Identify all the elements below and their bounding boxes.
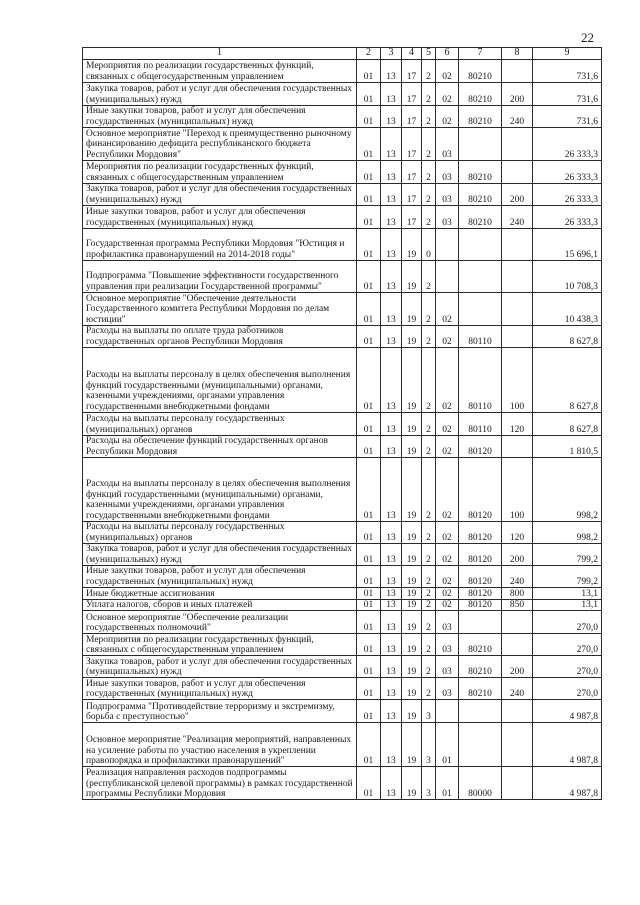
code-program-cell: 19 — [402, 634, 422, 656]
code-event-cell: 02 — [436, 600, 459, 611]
amount-cell: 4 987,8 — [533, 700, 602, 723]
code-event-cell: 02 — [436, 522, 459, 544]
item-name-cell: Расходы на выплаты персоналу государственных (муниципальных) органов — [83, 413, 357, 436]
item-name-cell: Расходы на выплаты персоналу в целях обеспечения выполнения функций государственными (муниципальными) органами, казенными учреждениями, органами управления государственными внебюджетными фондами — [83, 348, 357, 413]
code-subprogram-cell: 2 — [422, 184, 436, 206]
code-expense-type-cell — [502, 229, 533, 261]
item-name-cell: Иные закупки товаров, работ и услуг для обеспечения государственных (муниципальных) нужд — [83, 206, 357, 229]
code-section-cell: 01 — [357, 611, 381, 634]
code-expense-type-cell: 100 — [502, 348, 533, 413]
code-direction-cell: 80110 — [459, 326, 502, 348]
amount-cell: 799,2 — [533, 544, 602, 566]
item-name-cell: Закупка товаров, работ и услуг для обеспечения государственных (муниципальных) нужд — [83, 544, 357, 566]
code-program-cell: 19 — [402, 522, 422, 544]
code-event-cell: 01 — [436, 767, 459, 800]
table-row — [83, 656, 602, 678]
table-row — [83, 184, 602, 206]
code-section-cell: 01 — [357, 184, 381, 206]
code-direction-cell: 80210 — [459, 83, 502, 106]
code-section-cell: 01 — [357, 522, 381, 544]
code-subprogram-cell: 2 — [422, 678, 436, 700]
amount-cell: 4 987,8 — [533, 767, 602, 800]
item-name-cell: Расходы на выплаты персоналу государственных (муниципальных) органов — [83, 522, 357, 544]
amount-cell: 26 333,3 — [533, 206, 602, 229]
code-subsection-cell: 13 — [381, 229, 402, 261]
code-subsection-cell: 13 — [381, 436, 402, 458]
code-subsection-cell: 13 — [381, 522, 402, 544]
code-direction-cell: 80210 — [459, 184, 502, 206]
code-direction-cell: 80210 — [459, 656, 502, 678]
item-name-cell: Иные закупки товаров, работ и услуг для обеспечения государственных (муниципальных) нужд — [83, 566, 357, 588]
table-row — [83, 600, 602, 611]
code-section-cell: 01 — [357, 767, 381, 800]
code-expense-type-cell — [502, 634, 533, 656]
item-name-cell: Закупка товаров, работ и услуг для обеспечения государственных (муниципальных) нужд — [83, 656, 357, 678]
item-name-cell: Реализация направления расходов подпрограммы (республиканской целевой программы) в рамках государственной программы Республики Мордовия — [83, 767, 357, 800]
code-subsection-cell: 13 — [381, 206, 402, 229]
column-header: 5 — [422, 48, 436, 60]
code-subsection-cell: 13 — [381, 348, 402, 413]
amount-cell: 270,0 — [533, 634, 602, 656]
amount-cell: 270,0 — [533, 611, 602, 634]
code-subprogram-cell: 2 — [422, 161, 436, 184]
item-name-cell: Основное мероприятие "Обеспечение реализации государственных полномочий" — [83, 611, 357, 634]
item-name-cell: Мероприятия по реализации государственных функций, связанных с общегосударственным управлением — [83, 60, 357, 83]
code-expense-type-cell — [502, 326, 533, 348]
code-expense-type-cell — [502, 436, 533, 458]
code-event-cell: 02 — [436, 326, 459, 348]
code-event-cell: 03 — [436, 128, 459, 161]
code-direction-cell — [459, 293, 502, 326]
code-event-cell: 02 — [436, 436, 459, 458]
column-header: 9 — [533, 48, 602, 60]
code-subprogram-cell: 2 — [422, 128, 436, 161]
table-row — [83, 436, 602, 458]
code-subsection-cell: 13 — [381, 634, 402, 656]
code-section-cell: 01 — [357, 161, 381, 184]
code-subsection-cell: 13 — [381, 723, 402, 767]
code-direction-cell — [459, 723, 502, 767]
code-direction-cell: 80210 — [459, 206, 502, 229]
code-subprogram-cell: 2 — [422, 293, 436, 326]
table-row — [83, 611, 602, 634]
code-subprogram-cell: 2 — [422, 544, 436, 566]
code-section-cell: 01 — [357, 83, 381, 106]
code-expense-type-cell: 120 — [502, 522, 533, 544]
amount-cell: 270,0 — [533, 656, 602, 678]
code-section-cell: 01 — [357, 106, 381, 128]
amount-cell: 10 708,3 — [533, 261, 602, 293]
table-row — [83, 522, 602, 544]
code-section-cell: 01 — [357, 60, 381, 83]
code-program-cell: 19 — [402, 229, 422, 261]
code-program-cell: 19 — [402, 413, 422, 436]
code-program-cell: 19 — [402, 458, 422, 522]
table-row — [83, 634, 602, 656]
item-name-cell: Закупка товаров, работ и услуг для обеспечения государственных (муниципальных) нужд — [83, 184, 357, 206]
item-name-cell: Уплата налогов, сборов и иных платежей — [83, 600, 357, 611]
code-program-cell: 19 — [402, 436, 422, 458]
code-program-cell: 19 — [402, 588, 422, 600]
item-name-cell: Расходы на выплаты по оплате труда работников государственных органов Республики Мордовия — [83, 326, 357, 348]
item-name-cell: Расходы на выплаты персоналу в целях обеспечения выполнения функций государственными (муниципальными) органами, казенными учреждениями, органами управления государственными внебюджетными фондами — [83, 458, 357, 522]
item-name-cell: Мероприятия по реализации государственных функций, связанных с общегосударственным управлением — [83, 161, 357, 184]
code-expense-type-cell — [502, 161, 533, 184]
table-row — [83, 229, 602, 261]
code-section-cell: 01 — [357, 544, 381, 566]
code-section-cell: 01 — [357, 634, 381, 656]
code-event-cell: 02 — [436, 544, 459, 566]
table-row — [83, 106, 602, 128]
code-section-cell: 01 — [357, 261, 381, 293]
code-subprogram-cell: 2 — [422, 348, 436, 413]
code-direction-cell: 80000 — [459, 767, 502, 800]
code-subprogram-cell: 2 — [422, 656, 436, 678]
code-subprogram-cell: 2 — [422, 600, 436, 611]
code-event-cell: 02 — [436, 60, 459, 83]
code-event-cell: 02 — [436, 83, 459, 106]
code-subsection-cell: 13 — [381, 588, 402, 600]
code-event-cell: 01 — [436, 723, 459, 767]
code-direction-cell: 80210 — [459, 678, 502, 700]
code-expense-type-cell — [502, 611, 533, 634]
code-section-cell: 01 — [357, 128, 381, 161]
code-subprogram-cell: 0 — [422, 229, 436, 261]
code-direction-cell: 80210 — [459, 161, 502, 184]
code-subprogram-cell: 2 — [422, 522, 436, 544]
code-direction-cell: 80120 — [459, 588, 502, 600]
code-section-cell: 01 — [357, 600, 381, 611]
item-name-cell: Подпрограмма "Повышение эффективности государственного управления при реализации Государственной программы" — [83, 261, 357, 293]
code-subprogram-cell: 2 — [422, 326, 436, 348]
code-direction-cell: 80210 — [459, 634, 502, 656]
code-program-cell: 19 — [402, 544, 422, 566]
code-expense-type-cell: 240 — [502, 206, 533, 229]
amount-cell: 8 627,8 — [533, 326, 602, 348]
amount-cell: 8 627,8 — [533, 348, 602, 413]
code-expense-type-cell — [502, 60, 533, 83]
code-subprogram-cell: 3 — [422, 723, 436, 767]
table-row — [83, 128, 602, 161]
code-subprogram-cell: 2 — [422, 206, 436, 229]
code-direction-cell: 80120 — [459, 436, 502, 458]
code-expense-type-cell: 200 — [502, 83, 533, 106]
code-direction-cell: 80120 — [459, 600, 502, 611]
item-name-cell: Основное мероприятие "Переход к преимущественно рыночному финансированию дефицита республиканского бюджета Республики Мордовия" — [83, 128, 357, 161]
column-header: 8 — [502, 48, 533, 60]
code-direction-cell: 80120 — [459, 522, 502, 544]
code-subsection-cell: 13 — [381, 544, 402, 566]
code-program-cell: 19 — [402, 678, 422, 700]
code-direction-cell — [459, 229, 502, 261]
amount-cell: 799,2 — [533, 566, 602, 588]
code-section-cell: 01 — [357, 348, 381, 413]
code-subsection-cell: 13 — [381, 161, 402, 184]
table-row — [83, 566, 602, 588]
code-subsection-cell: 13 — [381, 678, 402, 700]
column-header: 4 — [402, 48, 422, 60]
code-expense-type-cell — [502, 293, 533, 326]
table-row — [83, 678, 602, 700]
code-subprogram-cell: 2 — [422, 611, 436, 634]
page-number: 22 — [581, 30, 594, 45]
code-event-cell: 02 — [436, 348, 459, 413]
column-header: 3 — [381, 48, 402, 60]
code-subprogram-cell: 3 — [422, 700, 436, 723]
code-program-cell: 19 — [402, 293, 422, 326]
code-event-cell: 02 — [436, 458, 459, 522]
code-program-cell: 19 — [402, 767, 422, 800]
item-name-cell: Иные закупки товаров, работ и услуг для обеспечения государственных (муниципальных) нужд — [83, 106, 357, 128]
code-expense-type-cell — [502, 128, 533, 161]
code-subprogram-cell: 2 — [422, 106, 436, 128]
table-body — [83, 60, 602, 800]
code-subsection-cell: 13 — [381, 326, 402, 348]
code-expense-type-cell: 200 — [502, 184, 533, 206]
code-event-cell: 02 — [436, 106, 459, 128]
code-program-cell: 19 — [402, 261, 422, 293]
amount-cell: 26 333,3 — [533, 161, 602, 184]
code-subsection-cell: 13 — [381, 656, 402, 678]
code-program-cell: 17 — [402, 184, 422, 206]
code-direction-cell — [459, 128, 502, 161]
code-section-cell: 01 — [357, 413, 381, 436]
item-name-cell: Основное мероприятие "Обеспечение деятельности Государственного комитета Республики Мордовия по делам юстиции" — [83, 293, 357, 326]
table-row — [83, 767, 602, 800]
table-row — [83, 326, 602, 348]
item-name-cell: Расходы на обеспечение функций государственных органов Республики Мордовия — [83, 436, 357, 458]
code-program-cell: 17 — [402, 83, 422, 106]
code-program-cell: 19 — [402, 600, 422, 611]
code-event-cell: 02 — [436, 293, 459, 326]
budget-table — [82, 47, 602, 800]
code-event-cell — [436, 261, 459, 293]
code-expense-type-cell — [502, 767, 533, 800]
table-row — [83, 544, 602, 566]
amount-cell: 998,2 — [533, 458, 602, 522]
code-expense-type-cell — [502, 261, 533, 293]
table-row — [83, 413, 602, 436]
code-section-cell: 01 — [357, 566, 381, 588]
code-section-cell: 01 — [357, 293, 381, 326]
amount-cell: 270,0 — [533, 678, 602, 700]
code-subprogram-cell: 2 — [422, 413, 436, 436]
amount-cell: 8 627,8 — [533, 413, 602, 436]
code-event-cell: 03 — [436, 678, 459, 700]
code-expense-type-cell — [502, 700, 533, 723]
code-program-cell: 19 — [402, 326, 422, 348]
code-subsection-cell: 13 — [381, 106, 402, 128]
code-direction-cell: 80110 — [459, 348, 502, 413]
amount-cell: 15 696,1 — [533, 229, 602, 261]
code-program-cell: 19 — [402, 723, 422, 767]
code-direction-cell: 80120 — [459, 458, 502, 522]
code-section-cell: 01 — [357, 588, 381, 600]
code-expense-type-cell: 850 — [502, 600, 533, 611]
code-expense-type-cell: 240 — [502, 566, 533, 588]
table-row — [83, 700, 602, 723]
code-subprogram-cell: 2 — [422, 588, 436, 600]
code-subprogram-cell: 2 — [422, 458, 436, 522]
code-section-cell: 01 — [357, 656, 381, 678]
code-event-cell: 03 — [436, 611, 459, 634]
code-direction-cell: 80120 — [459, 544, 502, 566]
code-program-cell: 19 — [402, 656, 422, 678]
code-expense-type-cell: 100 — [502, 458, 533, 522]
amount-cell: 731,6 — [533, 60, 602, 83]
code-program-cell: 17 — [402, 161, 422, 184]
item-name-cell: Государственная программа Республики Мордовия "Юстиция и профилактика правонарушений на 2014-2018 годы" — [83, 229, 357, 261]
code-subsection-cell: 13 — [381, 700, 402, 723]
item-name-cell: Иные бюджетные ассигнования — [83, 588, 357, 600]
amount-cell: 13,1 — [533, 600, 602, 611]
code-direction-cell: 80120 — [459, 566, 502, 588]
code-subsection-cell: 13 — [381, 184, 402, 206]
code-subsection-cell: 13 — [381, 600, 402, 611]
code-expense-type-cell: 200 — [502, 656, 533, 678]
code-subsection-cell: 13 — [381, 83, 402, 106]
column-header: 7 — [459, 48, 502, 60]
code-expense-type-cell: 200 — [502, 544, 533, 566]
code-subsection-cell: 13 — [381, 566, 402, 588]
table-row — [83, 293, 602, 326]
code-event-cell: 03 — [436, 206, 459, 229]
code-event-cell: 03 — [436, 184, 459, 206]
code-event-cell — [436, 700, 459, 723]
code-section-cell: 01 — [357, 700, 381, 723]
table-row — [83, 723, 602, 767]
code-subsection-cell: 13 — [381, 458, 402, 522]
code-event-cell: 02 — [436, 566, 459, 588]
code-direction-cell — [459, 261, 502, 293]
item-name-cell: Закупка товаров, работ и услуг для обеспечения государственных (муниципальных) нужд — [83, 83, 357, 106]
column-header: 2 — [357, 48, 381, 60]
code-program-cell: 17 — [402, 106, 422, 128]
table-row — [83, 348, 602, 413]
amount-cell: 1 810,5 — [533, 436, 602, 458]
code-event-cell: 03 — [436, 656, 459, 678]
code-event-cell — [436, 229, 459, 261]
code-direction-cell — [459, 700, 502, 723]
amount-cell: 13,1 — [533, 588, 602, 600]
table-row — [83, 60, 602, 83]
table-row — [83, 83, 602, 106]
code-section-cell: 01 — [357, 229, 381, 261]
code-direction-cell — [459, 611, 502, 634]
code-subprogram-cell: 2 — [422, 261, 436, 293]
code-program-cell: 19 — [402, 700, 422, 723]
code-section-cell: 01 — [357, 436, 381, 458]
code-expense-type-cell: 240 — [502, 678, 533, 700]
code-expense-type-cell: 800 — [502, 588, 533, 600]
code-subprogram-cell: 2 — [422, 60, 436, 83]
amount-cell: 26 333,3 — [533, 184, 602, 206]
amount-cell: 4 987,8 — [533, 723, 602, 767]
table-row — [83, 588, 602, 600]
item-name-cell: Мероприятия по реализации государственных функций, связанных с общегосударственным управлением — [83, 634, 357, 656]
code-subprogram-cell: 3 — [422, 767, 436, 800]
table-row — [83, 161, 602, 184]
code-subsection-cell: 13 — [381, 767, 402, 800]
code-expense-type-cell: 240 — [502, 106, 533, 128]
code-section-cell: 01 — [357, 326, 381, 348]
code-direction-cell: 80210 — [459, 106, 502, 128]
code-subsection-cell: 13 — [381, 293, 402, 326]
amount-cell: 998,2 — [533, 522, 602, 544]
code-program-cell: 19 — [402, 566, 422, 588]
code-event-cell: 03 — [436, 161, 459, 184]
code-program-cell: 17 — [402, 128, 422, 161]
item-name-cell: Подпрограмма "Противодействие терроризму и экстремизму, борьба с преступностью" — [83, 700, 357, 723]
item-name-cell: Иные закупки товаров, работ и услуг для обеспечения государственных (муниципальных) нужд — [83, 678, 357, 700]
column-header: 6 — [436, 48, 459, 60]
table-row — [83, 261, 602, 293]
code-program-cell: 17 — [402, 206, 422, 229]
code-program-cell: 19 — [402, 611, 422, 634]
code-subsection-cell: 13 — [381, 611, 402, 634]
code-program-cell: 19 — [402, 348, 422, 413]
code-subsection-cell: 13 — [381, 413, 402, 436]
code-direction-cell: 80110 — [459, 413, 502, 436]
amount-cell: 731,6 — [533, 83, 602, 106]
code-event-cell: 02 — [436, 413, 459, 436]
table-row — [83, 458, 602, 522]
code-event-cell: 03 — [436, 634, 459, 656]
code-expense-type-cell: 120 — [502, 413, 533, 436]
table-row — [83, 206, 602, 229]
code-section-cell: 01 — [357, 723, 381, 767]
column-header: 1 — [83, 48, 357, 60]
code-section-cell: 01 — [357, 206, 381, 229]
amount-cell: 26 333,3 — [533, 128, 602, 161]
code-subsection-cell: 13 — [381, 60, 402, 83]
amount-cell: 731,6 — [533, 106, 602, 128]
code-section-cell: 01 — [357, 678, 381, 700]
code-subsection-cell: 13 — [381, 128, 402, 161]
code-subprogram-cell: 2 — [422, 634, 436, 656]
code-program-cell: 17 — [402, 60, 422, 83]
header-row — [83, 48, 602, 60]
amount-cell: 10 438,3 — [533, 293, 602, 326]
code-subprogram-cell: 2 — [422, 83, 436, 106]
code-subprogram-cell: 2 — [422, 566, 436, 588]
code-section-cell: 01 — [357, 458, 381, 522]
code-subsection-cell: 13 — [381, 261, 402, 293]
code-direction-cell: 80210 — [459, 60, 502, 83]
code-event-cell: 02 — [436, 588, 459, 600]
code-expense-type-cell — [502, 723, 533, 767]
item-name-cell: Основное мероприятие "Реализация мероприятий, направленных на усиление работы по участию населения в укреплении правопорядка и профилактики правонарушений" — [83, 723, 357, 767]
code-subprogram-cell: 2 — [422, 436, 436, 458]
